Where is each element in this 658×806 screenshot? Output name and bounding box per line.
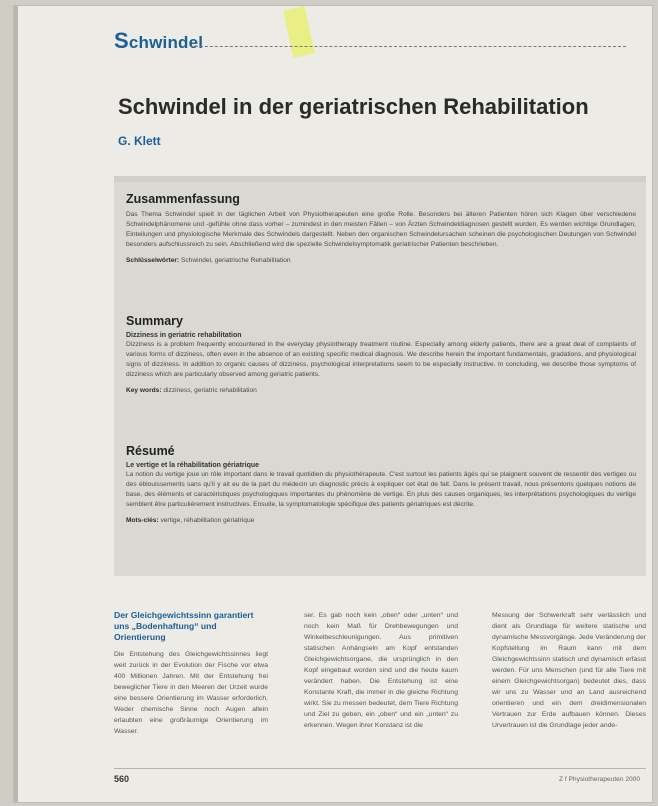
body-column-2-text: ser. Es gab noch kein „oben“ oder „unten“ und noch kein Maß für Drehbewegungen und Winkelbeschleunigungen. Aus primitiven statischen Anhängseln am Kopf entstanden Gleichgewichtsorgane, die ursprünglich in den Kopf eingebaut worden sind und die heute kaum verändert haben. Die Entstehung ist eine Konstante Kraft, die immer in die gleiche Richtung wirkt. Sie zu messen bedeutet, dem Tiere Richtung und Ziel zu geben, ein „oben“ und ein „unten“ zu erkennen. Wegen ihrer Konstanz ist die: [304, 612, 458, 729]
section-tag-rest: chwindel: [128, 33, 204, 52]
abstract-de-keywords: [126, 256, 636, 266]
body-column-1-text: Die Entstehung des Gleichgewichtssinnes liegt weit zurück in der Evolution der Fische vor etwa 400 Millionen Jahren. Mit der Entstehung frei beweglicher Tiere in den Meeren der Urzeit wurde eine bessere Orientierung im Wasser erforderlich. Weder chemische Sinne noch Augen allein erlaubten eine großräumige Orientierung im Wasser.: [114, 651, 268, 735]
abstract-fr-keywords-value: vertige, réhabilitation gériatrique: [160, 517, 255, 524]
body-section-heading: Der Gleichgewichtssinn garantiert uns „Bodenhaftung“ und Orientierung: [114, 610, 254, 642]
section-tag-initial: S: [114, 28, 129, 53]
abstract-fr-text: La notion du vertige joue un rôle important dans le travail quotidien du physiothérapeute. C'est surtout les patients âgés qui se plaignent souvent de ressentir des vertiges ou des éblouissements sans qu'il y ait eu de la part du médecin un diagnostic précis à expliquer cet état de fait. Dans le présent travail, nous présentons quelques notions de base, des éléments et caractéristiques psychologiques importantes du phénomène de vertige. En plus des causes organiques, les interprétations psychologiques du vertige semblent être particulièrement instructives. Ensuite, la symptomatologie spécifique des patients gériatriques est décrite.: [126, 471, 636, 508]
body-column-1: [114, 610, 268, 760]
abstract-en-subtitle: Dizziness in geriatric rehabilitation: [126, 332, 242, 339]
abstract-fr-keywords-label: Mots-clés:: [126, 517, 159, 524]
abstract-en: [126, 314, 636, 396]
abstract-en-keywords: [126, 386, 636, 396]
abstract-de-keywords-label: Schlüsselwörter:: [126, 257, 180, 264]
abstract-de: [126, 192, 636, 266]
abstract-fr-heading: Résumé: [126, 444, 175, 458]
article-title: Schwindel in der geriatrischen Rehabilitation: [118, 94, 589, 119]
abstract-en-keywords-label: Key words:: [126, 387, 162, 394]
abstract-box: [114, 176, 646, 576]
abstract-en-keywords-value: dizziness, geriatric rehabilitation: [163, 387, 257, 394]
scan-edge-shadow: [14, 6, 18, 802]
article-author: G. Klett: [118, 134, 161, 148]
abstract-en-text: Dizziness is a problem frequently encountered in the everyday physiotherapy treatment routine. Especially among elderly patients, there are a great deal of complaints of various forms of dizziness, often even in the absence of an existing specific medical diagnosis. We describe herein the important fundamentals, gradations, and physiological signs of dizziness. In addition to organic causes of dizziness, psychological interpretations seem to be especially instructive. In concluding, we describe those symptoms of dizziness which are particularly observed among geriatric patients.: [126, 341, 636, 378]
abstract-fr-subtitle: Le vertige et la réhabilitation gériatrique: [126, 462, 260, 469]
footer-rule: [114, 768, 646, 769]
section-tag: [114, 28, 203, 54]
abstract-de-text: Das Thema Schwindel spielt in der täglichen Arbeit von Physiotherapeuten eine große Rolle. Besonders bei älteren Patienten hören sich Klagen über verschiedene Schwindelphänomene und -gefühle ohne dass vorher – zumindest in den meisten Fällen – von Ärzten Schwindeldiagnosen gestellt wurden. Es werden wichtige Grundlagen, Einteilungen und physiologische Merkmale des Schwindels dargestellt. Neben den organischen Schwindelursachen scheinen die psychologischen Deutungen von Schwindel besonders aufschlussreich zu sein. Abschließend wird die spezielle Schwindelsymptomatik geriatrischer Patienten beschrieben.: [126, 211, 636, 248]
scanned-page: [14, 6, 652, 802]
abstract-box-shade: [114, 176, 646, 182]
abstract-de-heading: Zusammenfassung: [126, 192, 240, 206]
abstract-fr: [126, 444, 636, 526]
body-column-3: [492, 610, 646, 760]
abstract-fr-keywords: [126, 516, 636, 526]
header-rule: [190, 46, 626, 47]
body-column-3-text: Messung der Schwerkraft sehr verlässlich und dient als Grundlage für weitere statische und dynamische Messvorgänge. Jede Veränderung der Kopfstellung im Raum kann mit dem Gleichgewichtssinn statisch und dynamisch erfasst werden. Für uns Menschen (und für alle Tiere mit einem Gleichgewichtsorgan) bedeutet dies, dass wir uns zu Wasser und an Land ausreichend orientieren und ein dem dreidimensionalen Vertrauen zur Erde aufbauen können. Dieses Urvertrauen ist die Grundlage jeder ande-: [492, 612, 646, 729]
abstract-en-heading: Summary: [126, 314, 183, 328]
body-column-2: [304, 610, 458, 760]
abstract-de-keywords-value: Schwindel, geriatrische Rehabilitation: [180, 257, 291, 264]
page-number: 560: [114, 774, 130, 784]
journal-reference: Z f Physiotherapeuten 2000: [558, 776, 640, 783]
sticky-note-flag: [283, 6, 314, 58]
